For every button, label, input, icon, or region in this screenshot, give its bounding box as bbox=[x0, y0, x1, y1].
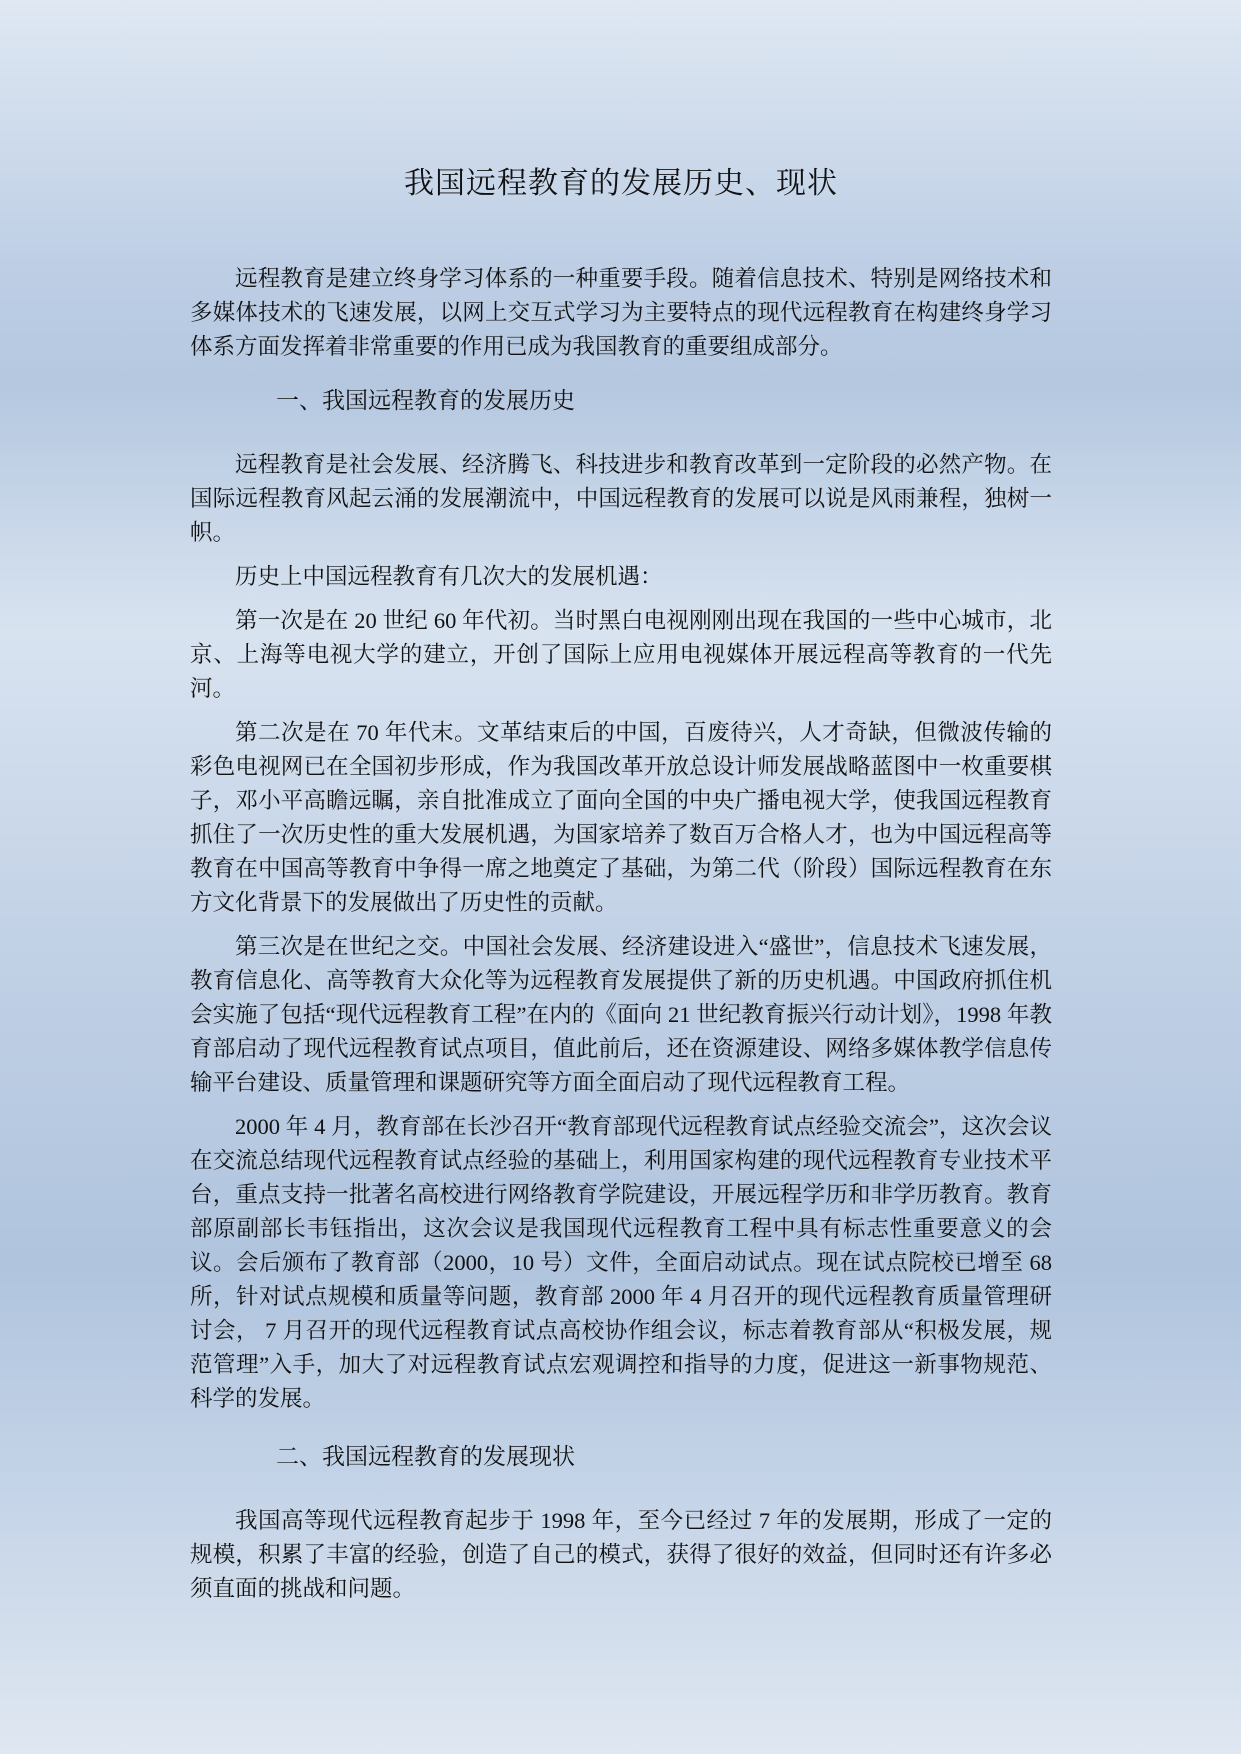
paragraph: 我国高等现代远程教育起步于 1998 年，至今已经过 7 年的发展期，形成了一定的规模，积累了丰富的经验，创造了自己的模式，获得了很好的效益，但同时还有许多必须直面的挑战和问题。 bbox=[190, 1508, 1052, 1601]
paragraph: 第一次是在 20 世纪 60 年代初。当时黑白电视刚刚出现在我国的一些中心城市，北京、上海等电视大学的建立，开创了国际上应用电视媒体开展远程高等教育的一代先河。 bbox=[190, 608, 1052, 701]
document-body bbox=[190, 158, 1052, 1616]
document-title: 我国远程教育的发展历史、现状 bbox=[404, 166, 838, 201]
paragraph: 第三次是在世纪之交。中国社会发展、经济建设进入“盛世”，信息技术飞速发展，教育信息化、高等教育大众化等为远程教育发展提供了新的历史机遇。中国政府抓住机会实施了包括“现代远程教育工程”在内的《面向 21 世纪教育振兴行动计划》，1998 年教育部启动了现代远程教育试点项目，值此前后，还在资源建设、网络多媒体教学信息传输平台建设、质量管理和课题研究等方面全面启动了现代远程教育工程。 bbox=[190, 934, 1052, 1095]
section-heading-status: 二、我国远程教育的发展现状 bbox=[276, 1444, 575, 1470]
paragraph: 2000 年 4 月，教育部在长沙召开“教育部现代远程教育试点经验交流会”，这次会议在交流总结现代远程教育试点经验的基础上，利用国家构建的现代远程教育专业技术平台，重点支持一批著名高校进行网络教育学院建设，开展远程学历和非学历教育。教育部原副部长韦钰指出，这次会议是我国现代远程教育工程中具有标志性重要意义的会议。会后颁布了教育部（2000，10 号）文件，全面启动试点。现在试点院校已增至 68 所，针对试点规模和质量等问题，教育部 2000 年 4 月召开的现代远程教育质量管理研讨会， 7 月召开的现代远程教育试点高校协作组会议，标志着教育部从“积极发展，规范管理”入手，加大了对远程教育试点宏观调控和指导的力度，促进这一新事物规范、科学的发展。 bbox=[190, 1114, 1052, 1411]
paragraph: 第二次是在 70 年代末。文革结束后的中国，百废待兴，人才奇缺，但微波传输的彩色电视网已在全国初步形成，作为我国改革开放总设计师发展战略蓝图中一枚重要棋子，邓小平高瞻远瞩，亲自批准成立了面向全国的中央广播电视大学，使我国远程教育抓住了一次历史性的重大发展机遇，为国家培养了数百万合格人才，也为中国远程高等教育在中国高等教育中争得一席之地奠定了基础，为第二代（阶段）国际远程教育在东方文化背景下的发展做出了历史性的贡献。 bbox=[190, 720, 1052, 915]
intro-paragraph: 远程教育是建立终身学习体系的一种重要手段。随着信息技术、特别是网络技术和多媒体技术的飞速发展，以网上交互式学习为主要特点的现代远程教育在构建终身学习体系方面发挥着非常重要的作用已成为我国教育的重要组成部分。 bbox=[190, 266, 1052, 359]
paragraph: 历史上中国远程教育有几次大的发展机遇： bbox=[235, 564, 663, 589]
paragraph: 远程教育是社会发展、经济腾飞、科技进步和教育改革到一定阶段的必然产物。在国际远程教育风起云涌的发展潮流中，中国远程教育的发展可以说是风雨兼程，独树一帜。 bbox=[190, 452, 1052, 545]
section-heading-history: 一、我国远程教育的发展历史 bbox=[276, 388, 575, 414]
